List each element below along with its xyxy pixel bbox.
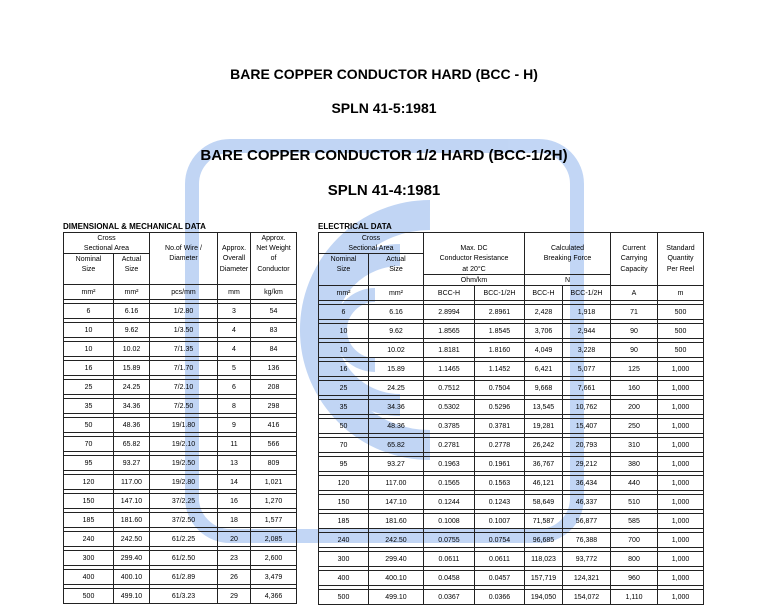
electrical-row bbox=[319, 590, 704, 605]
header-approx-overall: Approx. bbox=[218, 243, 251, 254]
electrical-row bbox=[319, 571, 704, 586]
table-cell: 0.5302 bbox=[424, 400, 475, 415]
table-cell: 440 bbox=[611, 476, 658, 491]
table-cell: 299.40 bbox=[369, 552, 424, 567]
table-cell: 500 bbox=[658, 324, 704, 339]
table-cell: 2,085 bbox=[251, 532, 297, 547]
electrical-row bbox=[319, 552, 704, 567]
table-cell: 19/2.80 bbox=[150, 475, 218, 490]
table-cell: 4 bbox=[218, 342, 251, 357]
e-header-per-reel: Per Reel bbox=[658, 264, 704, 275]
table-cell: 0.7504 bbox=[475, 381, 525, 396]
header-net-weight: Net Weight bbox=[251, 243, 297, 254]
title-bcc-half-hard: BARE COPPER CONDUCTOR 1/2 HARD (BCC-1/2H) bbox=[200, 147, 568, 164]
standard-spln-41-5: SPLN 41-5:1981 bbox=[331, 100, 437, 116]
table-cell: 181.60 bbox=[114, 513, 150, 528]
e-header-size-actual: Size bbox=[369, 264, 424, 275]
table-cell: 4,366 bbox=[251, 589, 297, 604]
table-cell: 700 bbox=[611, 533, 658, 548]
table-cell: 20 bbox=[218, 532, 251, 547]
dimensional-table bbox=[63, 232, 297, 604]
table-cell: 160 bbox=[611, 381, 658, 396]
table-cell: 0.1244 bbox=[424, 495, 475, 510]
table-cell: 0.3785 bbox=[424, 419, 475, 434]
table-cell: 416 bbox=[251, 418, 297, 433]
table-cell: 0.5296 bbox=[475, 400, 525, 415]
table-cell: 58,649 bbox=[525, 495, 563, 510]
table-cell: 500 bbox=[319, 590, 369, 605]
table-cell: 61/3.23 bbox=[150, 589, 218, 604]
table-cell: 9.62 bbox=[114, 323, 150, 338]
table-cell: 7/1.70 bbox=[150, 361, 218, 376]
table-cell: 300 bbox=[319, 552, 369, 567]
table-cell: 185 bbox=[319, 514, 369, 529]
table-cell: 13,545 bbox=[525, 400, 563, 415]
table-cell: 809 bbox=[251, 456, 297, 471]
e-header-cross: Cross bbox=[319, 233, 424, 244]
table-cell: 1/3.50 bbox=[150, 323, 218, 338]
electrical-row bbox=[319, 400, 704, 415]
table-cell: 1,000 bbox=[658, 571, 704, 586]
header-conductor: Conductor bbox=[251, 264, 297, 274]
table-cell: 48.36 bbox=[114, 418, 150, 433]
table-cell: 118,023 bbox=[525, 552, 563, 567]
header-overall: Overall bbox=[218, 254, 251, 265]
table-cell: 585 bbox=[611, 514, 658, 529]
table-cell: 0.1565 bbox=[424, 476, 475, 491]
table-cell: 500 bbox=[64, 589, 114, 604]
table-cell: 34.36 bbox=[114, 399, 150, 414]
table-cell: 10.02 bbox=[114, 342, 150, 357]
table-cell: 0.0611 bbox=[424, 552, 475, 567]
dimensional-row bbox=[64, 494, 297, 509]
dimensional-row bbox=[64, 437, 297, 452]
e-header-n: N bbox=[525, 275, 611, 286]
table-cell: 0.0754 bbox=[475, 533, 525, 548]
table-cell: 299.40 bbox=[114, 551, 150, 566]
table-cell: 157,719 bbox=[525, 571, 563, 586]
table-cell: 0.1007 bbox=[475, 514, 525, 529]
table-cell: 2,600 bbox=[251, 551, 297, 566]
standard-spln-41-4: SPLN 41-4:1981 bbox=[327, 182, 441, 199]
table-cell: 9.62 bbox=[369, 324, 424, 339]
table-cell: 25 bbox=[319, 381, 369, 396]
table-cell: 3,228 bbox=[563, 343, 611, 358]
header-sectional-area: Sectional Area bbox=[64, 243, 150, 254]
table-cell: 1,000 bbox=[658, 400, 704, 415]
table-cell: 6 bbox=[64, 304, 114, 319]
table-cell: 240 bbox=[319, 533, 369, 548]
e-unit-bcc-h: BCC-H bbox=[424, 286, 475, 301]
table-cell: 50 bbox=[319, 419, 369, 434]
electrical-row bbox=[319, 305, 704, 320]
table-cell: 10,762 bbox=[563, 400, 611, 415]
unit-kg-km: kg/km bbox=[251, 285, 297, 300]
table-cell: 6 bbox=[218, 380, 251, 395]
table-cell: 5 bbox=[218, 361, 251, 376]
table-cell: 19,281 bbox=[525, 419, 563, 434]
electrical-table bbox=[318, 232, 704, 605]
table-cell: 154,072 bbox=[563, 590, 611, 605]
table-cell: 19/2.50 bbox=[150, 456, 218, 471]
table-cell: 61/2.50 bbox=[150, 551, 218, 566]
table-cell: 5,077 bbox=[563, 362, 611, 377]
e-header-standard: Standard bbox=[658, 243, 704, 254]
table-cell: 0.1961 bbox=[475, 457, 525, 472]
table-cell: 90 bbox=[611, 324, 658, 339]
e-unit-bcc-h-force: BCC-H bbox=[525, 286, 563, 301]
table-cell: 19/1.80 bbox=[150, 418, 218, 433]
table-cell: 96,685 bbox=[525, 533, 563, 548]
dimensional-row bbox=[64, 532, 297, 547]
electrical-row bbox=[319, 533, 704, 548]
table-cell: 93.27 bbox=[369, 457, 424, 472]
table-cell: 7,661 bbox=[563, 381, 611, 396]
table-cell: 400.10 bbox=[369, 571, 424, 586]
e-header-conductor-resistance: Conductor Resistance bbox=[424, 254, 525, 265]
table-cell: 0.0755 bbox=[424, 533, 475, 548]
table-cell: 6,421 bbox=[525, 362, 563, 377]
table-cell: 37/2.50 bbox=[150, 513, 218, 528]
table-cell: 0.1563 bbox=[475, 476, 525, 491]
e-header-nominal: Nominal bbox=[319, 254, 369, 265]
electrical-row bbox=[319, 324, 704, 339]
table-cell: 3,706 bbox=[525, 324, 563, 339]
e-header-at-20c: at 20°C bbox=[424, 264, 525, 275]
e-header-current: Current bbox=[611, 243, 658, 254]
table-cell: 0.0611 bbox=[475, 552, 525, 567]
unit-mm2: mm² bbox=[64, 285, 114, 300]
table-cell: 3 bbox=[218, 304, 251, 319]
table-cell: 14 bbox=[218, 475, 251, 490]
table-cell: 566 bbox=[251, 437, 297, 452]
table-cell: 800 bbox=[611, 552, 658, 567]
unit-mm: mm bbox=[218, 285, 251, 300]
table-cell: 1.1465 bbox=[424, 362, 475, 377]
table-cell: 400 bbox=[64, 570, 114, 585]
table-cell: 10 bbox=[64, 342, 114, 357]
table-cell: 380 bbox=[611, 457, 658, 472]
table-cell: 15.89 bbox=[114, 361, 150, 376]
table-cell: 400 bbox=[319, 571, 369, 586]
table-cell: 499.10 bbox=[369, 590, 424, 605]
table-cell: 1.8181 bbox=[424, 343, 475, 358]
table-cell: 6 bbox=[319, 305, 369, 320]
table-cell: 1,110 bbox=[611, 590, 658, 605]
table-cell: 500 bbox=[658, 343, 704, 358]
table-cell: 9 bbox=[218, 418, 251, 433]
electrical-row bbox=[319, 343, 704, 358]
table-cell: 26,242 bbox=[525, 438, 563, 453]
e-unit-bcc-half-h-force: BCC-1/2H bbox=[563, 286, 611, 301]
table-cell: 24.25 bbox=[114, 380, 150, 395]
table-cell: 20,793 bbox=[563, 438, 611, 453]
e-header-ohm-km: Ohm/km bbox=[424, 275, 525, 286]
table-cell: 0.3781 bbox=[475, 419, 525, 434]
table-cell: 36,434 bbox=[563, 476, 611, 491]
e-header-max-dc: Max. DC bbox=[424, 243, 525, 254]
table-cell: 29 bbox=[218, 589, 251, 604]
table-cell: 84 bbox=[251, 342, 297, 357]
table-cell: 6.16 bbox=[369, 305, 424, 320]
table-cell: 6.16 bbox=[114, 304, 150, 319]
dimensional-section-title: DIMENSIONAL & MECHANICAL DATA bbox=[63, 222, 206, 231]
table-cell: 70 bbox=[64, 437, 114, 452]
e-header-calculated: Calculated bbox=[525, 243, 611, 254]
table-cell: 13 bbox=[218, 456, 251, 471]
table-cell: 147.10 bbox=[369, 495, 424, 510]
table-cell: 499.10 bbox=[114, 589, 150, 604]
title-bcc-h: BARE COPPER CONDUCTOR HARD (BCC - H) bbox=[230, 66, 538, 82]
table-cell: 10 bbox=[319, 343, 369, 358]
table-cell: 71,587 bbox=[525, 514, 563, 529]
table-cell: 117.00 bbox=[114, 475, 150, 490]
table-cell: 1,000 bbox=[658, 495, 704, 510]
dimensional-row bbox=[64, 418, 297, 433]
table-cell: 310 bbox=[611, 438, 658, 453]
table-cell: 2.8994 bbox=[424, 305, 475, 320]
electrical-section-title: ELECTRICAL DATA bbox=[318, 222, 392, 231]
table-cell: 117.00 bbox=[369, 476, 424, 491]
table-cell: 0.2781 bbox=[424, 438, 475, 453]
table-cell: 298 bbox=[251, 399, 297, 414]
table-cell: 61/2.89 bbox=[150, 570, 218, 585]
table-cell: 10 bbox=[319, 324, 369, 339]
table-cell: 1,000 bbox=[658, 514, 704, 529]
unit-mm2-actual: mm² bbox=[114, 285, 150, 300]
table-cell: 194,050 bbox=[525, 590, 563, 605]
table-cell: 23 bbox=[218, 551, 251, 566]
table-cell: 35 bbox=[319, 400, 369, 415]
dimensional-row bbox=[64, 513, 297, 528]
table-cell: 200 bbox=[611, 400, 658, 415]
table-cell: 7/2.10 bbox=[150, 380, 218, 395]
table-cell: 1.1452 bbox=[475, 362, 525, 377]
table-cell: 24.25 bbox=[369, 381, 424, 396]
table-cell: 1.8565 bbox=[424, 324, 475, 339]
table-cell: 8 bbox=[218, 399, 251, 414]
e-header-size: Size bbox=[319, 264, 369, 275]
header-actual: Actual bbox=[114, 254, 150, 265]
table-cell: 48.36 bbox=[369, 419, 424, 434]
table-cell: 2,944 bbox=[563, 324, 611, 339]
table-cell: 0.1008 bbox=[424, 514, 475, 529]
table-cell: 0.0457 bbox=[475, 571, 525, 586]
table-cell: 2,428 bbox=[525, 305, 563, 320]
electrical-row bbox=[319, 381, 704, 396]
table-cell: 76,388 bbox=[563, 533, 611, 548]
e-unit-mm2-actual: mm² bbox=[369, 286, 424, 301]
table-cell: 1/2.80 bbox=[150, 304, 218, 319]
table-cell: 300 bbox=[64, 551, 114, 566]
table-cell: 18 bbox=[218, 513, 251, 528]
table-cell: 120 bbox=[319, 476, 369, 491]
table-cell: 1,021 bbox=[251, 475, 297, 490]
e-header-quantity: Quantity bbox=[658, 254, 704, 265]
table-cell: 240 bbox=[64, 532, 114, 547]
e-unit-bcc-half-h: BCC-1/2H bbox=[475, 286, 525, 301]
table-cell: 46,337 bbox=[563, 495, 611, 510]
table-cell: 1,000 bbox=[658, 362, 704, 377]
table-cell: 83 bbox=[251, 323, 297, 338]
table-cell: 61/2.25 bbox=[150, 532, 218, 547]
table-cell: 125 bbox=[611, 362, 658, 377]
table-cell: 37/2.25 bbox=[150, 494, 218, 509]
table-cell: 93,772 bbox=[563, 552, 611, 567]
dimensional-row bbox=[64, 380, 297, 395]
table-cell: 0.1963 bbox=[424, 457, 475, 472]
dimensional-row bbox=[64, 589, 297, 604]
table-cell: 10.02 bbox=[369, 343, 424, 358]
table-cell: 71 bbox=[611, 305, 658, 320]
table-cell: 35 bbox=[64, 399, 114, 414]
electrical-row bbox=[319, 419, 704, 434]
table-cell: 25 bbox=[64, 380, 114, 395]
header-no-wire: No.of Wire / bbox=[150, 243, 218, 254]
table-cell: 1,000 bbox=[658, 476, 704, 491]
table-cell: 400.10 bbox=[114, 570, 150, 585]
table-cell: 1,918 bbox=[563, 305, 611, 320]
table-cell: 0.0367 bbox=[424, 590, 475, 605]
dimensional-row bbox=[64, 323, 297, 338]
table-cell: 65.82 bbox=[114, 437, 150, 452]
table-cell: 70 bbox=[319, 438, 369, 453]
table-cell: 10 bbox=[64, 323, 114, 338]
table-cell: 1,000 bbox=[658, 457, 704, 472]
table-cell: 26 bbox=[218, 570, 251, 585]
e-header-carrying: Carrying bbox=[611, 254, 658, 265]
table-cell: 0.1243 bbox=[475, 495, 525, 510]
dimensional-row bbox=[64, 342, 297, 357]
header-approx: Approx. bbox=[251, 233, 297, 244]
table-cell: 93.27 bbox=[114, 456, 150, 471]
table-cell: 1,000 bbox=[658, 381, 704, 396]
table-cell: 1,000 bbox=[658, 590, 704, 605]
table-cell: 242.50 bbox=[114, 532, 150, 547]
table-cell: 208 bbox=[251, 380, 297, 395]
header-nominal: Nominal bbox=[64, 254, 114, 265]
table-cell: 7/2.50 bbox=[150, 399, 218, 414]
table-cell: 0.0366 bbox=[475, 590, 525, 605]
table-cell: 1.8545 bbox=[475, 324, 525, 339]
dimensional-row bbox=[64, 361, 297, 376]
header-of: of bbox=[251, 254, 297, 265]
table-cell: 56,877 bbox=[563, 514, 611, 529]
header-diameter-overall: Diameter bbox=[218, 264, 251, 274]
table-cell: 19/2.10 bbox=[150, 437, 218, 452]
e-header-actual: Actual bbox=[369, 254, 424, 265]
table-cell: 242.50 bbox=[369, 533, 424, 548]
table-cell: 1,000 bbox=[658, 438, 704, 453]
table-cell: 16 bbox=[64, 361, 114, 376]
table-cell: 1,000 bbox=[658, 419, 704, 434]
header-cross: Cross bbox=[64, 233, 150, 244]
table-cell: 34.36 bbox=[369, 400, 424, 415]
table-cell: 90 bbox=[611, 343, 658, 358]
table-cell: 9,668 bbox=[525, 381, 563, 396]
table-cell: 185 bbox=[64, 513, 114, 528]
table-cell: 150 bbox=[64, 494, 114, 509]
table-cell: 95 bbox=[64, 456, 114, 471]
electrical-row bbox=[319, 476, 704, 491]
table-cell: 15.89 bbox=[369, 362, 424, 377]
table-cell: 2.8961 bbox=[475, 305, 525, 320]
table-cell: 150 bbox=[319, 495, 369, 510]
e-header-breaking-force: Breaking Force bbox=[525, 254, 611, 265]
table-cell: 46,121 bbox=[525, 476, 563, 491]
table-cell: 1,000 bbox=[658, 533, 704, 548]
table-cell: 36,767 bbox=[525, 457, 563, 472]
table-cell: 120 bbox=[64, 475, 114, 490]
header-size: Size bbox=[64, 264, 114, 274]
table-cell: 0.2778 bbox=[475, 438, 525, 453]
table-cell: 510 bbox=[611, 495, 658, 510]
e-header-sectional-area: Sectional Area bbox=[319, 243, 424, 254]
table-cell: 95 bbox=[319, 457, 369, 472]
dimensional-row bbox=[64, 551, 297, 566]
table-cell: 1.8160 bbox=[475, 343, 525, 358]
table-cell: 65.82 bbox=[369, 438, 424, 453]
table-cell: 7/1.35 bbox=[150, 342, 218, 357]
e-header-capacity: Capacity bbox=[611, 264, 658, 275]
table-cell: 4,049 bbox=[525, 343, 563, 358]
table-cell: 16 bbox=[319, 362, 369, 377]
table-cell: 500 bbox=[658, 305, 704, 320]
table-cell: 50 bbox=[64, 418, 114, 433]
e-unit-m: m bbox=[658, 286, 704, 301]
table-cell: 1,000 bbox=[658, 552, 704, 567]
table-cell: 124,321 bbox=[563, 571, 611, 586]
table-cell: 4 bbox=[218, 323, 251, 338]
electrical-row bbox=[319, 438, 704, 453]
table-cell: 1,270 bbox=[251, 494, 297, 509]
header-size-actual: Size bbox=[114, 264, 150, 274]
table-cell: 136 bbox=[251, 361, 297, 376]
table-cell: 0.0458 bbox=[424, 571, 475, 586]
unit-pcs-mm: pcs/mm bbox=[150, 285, 218, 300]
table-cell: 15,407 bbox=[563, 419, 611, 434]
table-cell: 16 bbox=[218, 494, 251, 509]
table-cell: 3,479 bbox=[251, 570, 297, 585]
dimensional-row bbox=[64, 304, 297, 319]
table-cell: 11 bbox=[218, 437, 251, 452]
table-cell: 960 bbox=[611, 571, 658, 586]
table-cell: 54 bbox=[251, 304, 297, 319]
table-cell: 29,212 bbox=[563, 457, 611, 472]
electrical-row bbox=[319, 495, 704, 510]
e-unit-a: A bbox=[611, 286, 658, 301]
table-cell: 147.10 bbox=[114, 494, 150, 509]
table-cell: 181.60 bbox=[369, 514, 424, 529]
e-unit-mm2: mm² bbox=[319, 286, 369, 301]
electrical-row bbox=[319, 362, 704, 377]
table-cell: 0.7512 bbox=[424, 381, 475, 396]
dimensional-row bbox=[64, 456, 297, 471]
dimensional-row bbox=[64, 570, 297, 585]
electrical-row bbox=[319, 457, 704, 472]
electrical-row bbox=[319, 514, 704, 529]
header-diameter: Diameter bbox=[150, 254, 218, 265]
dimensional-row bbox=[64, 475, 297, 490]
dimensional-row bbox=[64, 399, 297, 414]
table-cell: 250 bbox=[611, 419, 658, 434]
table-cell: 1,577 bbox=[251, 513, 297, 528]
